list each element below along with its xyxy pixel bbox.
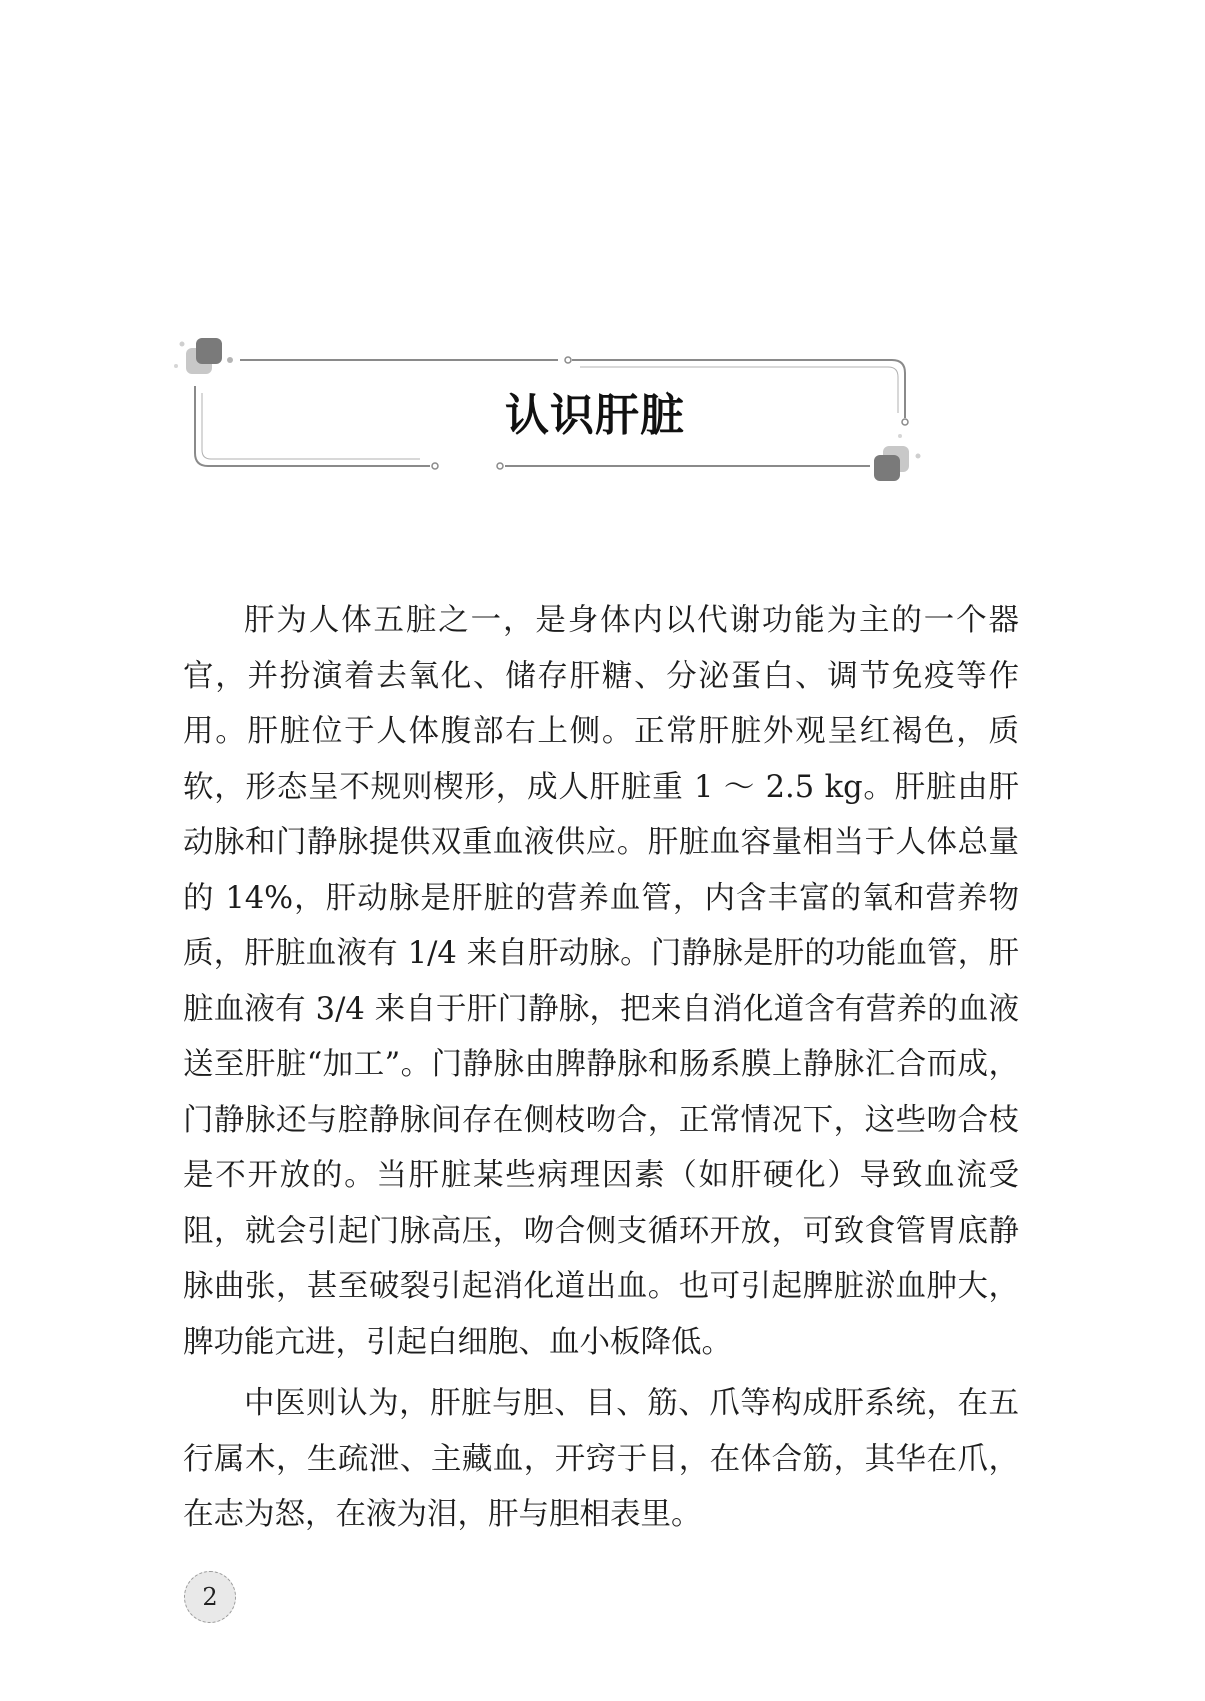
page-number: 2	[184, 1571, 236, 1623]
paragraph: 肝为人体五脏之一，是身体内以代谢功能为主的一个器官，并扮演着去氧化、储存肝糖、分泌蛋白、调节免疫等作用。肝脏位于人体腹部右上侧。正常肝脏外观呈红褐色，质软，形态呈不规则楔形，成人肝脏重 1 ～ 2.5 kg。肝脏由肝动脉和门静脉提供双重血液供应。肝脏血容量相当于人体总量的 14%，肝动脉是肝脏的营养血管，内含丰富的氧和营养物质，肝脏血液有 1/4 来自肝动脉。门静脉是肝的功能血管，肝脏血液有 3/4 来自于肝门静脉，把来自消化道含有营养的血液送至肝脏“加工”。门静脉由脾静脉和肠系膜上静脉汇合而成，门静脉还与腔静脉间存在侧枝吻合，正常情况下，这些吻合枝是不开放的。当肝脏某些病理因素（如肝硬化）导致血流受阻，就会引起门脉高压，吻合侧支循环开放，可致食管胃底静脉曲张，甚至破裂引起消化道出血。也可引起脾脏淤血肿大，脾功能亢进，引起白细胞、血小板降低。	[183, 603, 1019, 1360]
article-body	[183, 593, 1019, 1549]
chapter-title: 认识肝脏	[505, 390, 685, 441]
paragraph: 中医则认为，肝脏与胆、目、筋、爪等构成肝系统，在五行属木，生疏泄、主藏血，开窍于目，在体合筋，其华在爪，在志为怒，在液为泪，肝与胆相表里。	[183, 1386, 1019, 1532]
chapter-title-frame	[180, 358, 1010, 478]
